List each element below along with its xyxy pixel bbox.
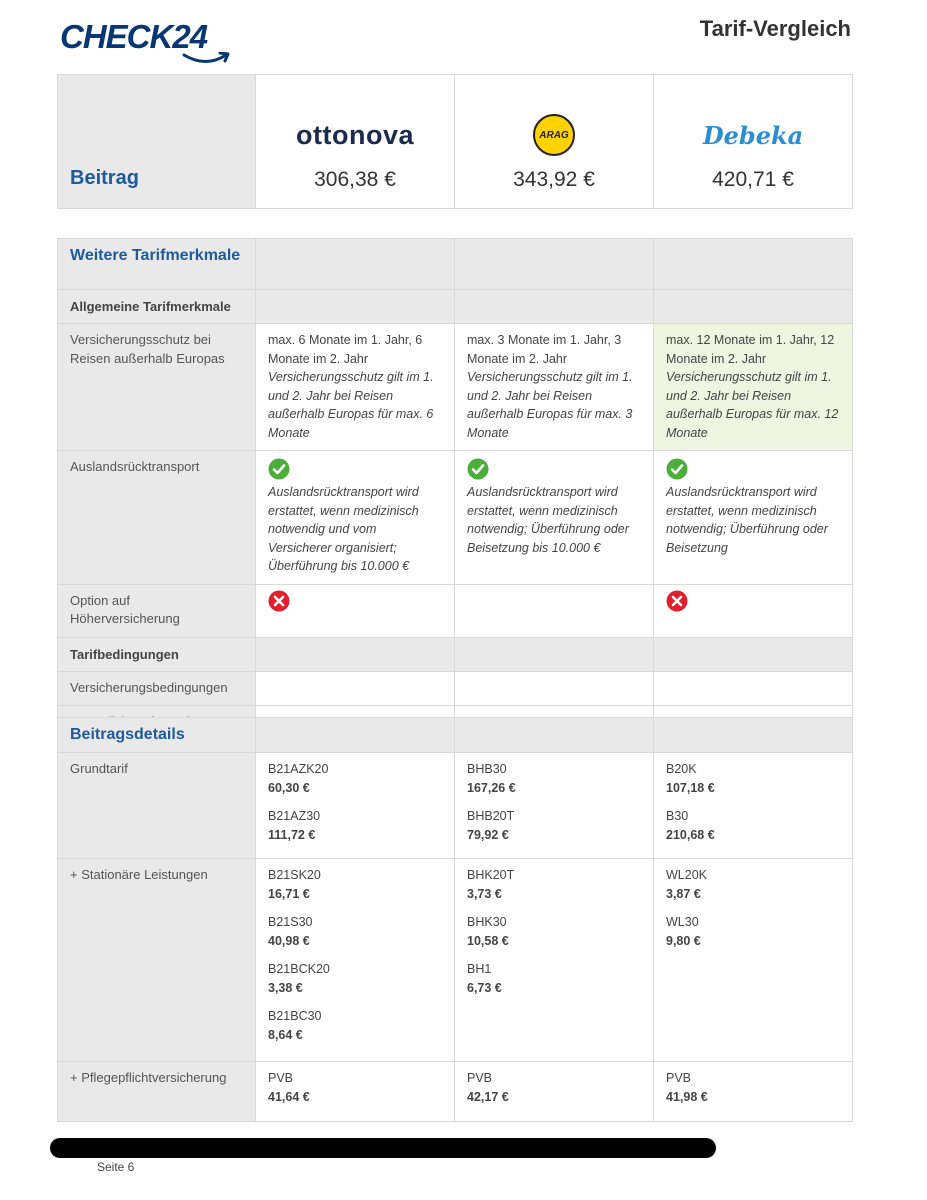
redaction-bar bbox=[50, 1138, 716, 1158]
tariff-block bbox=[268, 807, 442, 844]
value-cell bbox=[256, 324, 455, 451]
empty-cell bbox=[455, 637, 654, 671]
tariff-code: B21AZK20 bbox=[268, 762, 329, 776]
row-label: Grundtarif bbox=[70, 761, 128, 776]
value-cell bbox=[455, 1062, 654, 1122]
cross-icon bbox=[666, 590, 688, 612]
tariff-block bbox=[268, 866, 442, 903]
section-title: Weitere Tarifmerkmale bbox=[70, 247, 241, 264]
tariff-block bbox=[666, 1069, 840, 1106]
tariff-price: 41,64 € bbox=[268, 1089, 310, 1104]
weitere-tarifmerkmale-table bbox=[57, 238, 853, 741]
tariff-code: PVB bbox=[666, 1071, 692, 1085]
tariff-price: 42,17 € bbox=[467, 1089, 509, 1104]
value-note: Versicherungsschutz gilt im 1. und 2. Jahr bei Reisen außerhalb Europas für max. 12 Monate bbox=[666, 370, 839, 440]
beitrag-label: Beitrag bbox=[70, 167, 139, 189]
tariff-price: 111,72 € bbox=[268, 827, 316, 842]
tariff-price: 3,87 € bbox=[666, 886, 701, 901]
check-icon bbox=[467, 458, 489, 480]
tariff-block bbox=[467, 960, 641, 997]
row-label: Versicherungsschutz bei Reisen außerhalb Europas bbox=[70, 332, 225, 366]
row-label: + Stationäre Leistungen bbox=[70, 867, 208, 882]
value-cell bbox=[256, 859, 455, 1062]
value-cell bbox=[256, 1062, 455, 1122]
tariff-block bbox=[467, 866, 641, 903]
value-note: Versicherungsschutz gilt im 1. und 2. Jahr bei Reisen außerhalb Europas für max. 3 Monate bbox=[467, 370, 633, 440]
tariff-price: 16,71 € bbox=[268, 886, 310, 901]
tariff-code: B20K bbox=[666, 762, 697, 776]
cross-icon bbox=[268, 590, 290, 612]
tariff-price: 9,80 € bbox=[666, 933, 701, 948]
tariff-code: BHK20T bbox=[467, 868, 515, 882]
subsection-title: Tarifbedingungen bbox=[70, 646, 179, 662]
tariff-block bbox=[268, 760, 442, 797]
tariff-price: 3,38 € bbox=[268, 980, 303, 995]
tariff-price: 167,26 € bbox=[467, 780, 516, 795]
grundtarif-row bbox=[58, 753, 853, 859]
tariff-block bbox=[467, 807, 641, 844]
empty-cell bbox=[654, 671, 853, 706]
tariff-code: B21SK20 bbox=[268, 868, 321, 882]
tariff-price: 40,98 € bbox=[268, 933, 310, 948]
tariff-block bbox=[666, 760, 840, 797]
insurer-price: 420,71 € bbox=[712, 168, 794, 191]
tariff-block bbox=[268, 1007, 442, 1044]
value-main: max. 12 Monate im 1. Jahr, 12 Monate im 2. Jahr bbox=[666, 333, 835, 366]
tariff-block bbox=[666, 866, 840, 903]
empty-cell bbox=[256, 290, 455, 324]
section-title-cell bbox=[58, 239, 256, 290]
row-label: Option auf Höherversicherung bbox=[70, 592, 180, 626]
tariff-block bbox=[467, 913, 641, 950]
subsection-row bbox=[58, 637, 853, 671]
empty-cell bbox=[256, 671, 455, 706]
check24-logo bbox=[60, 18, 240, 68]
value-cell bbox=[455, 451, 654, 585]
value-main: max. 3 Monate im 1. Jahr, 3 Monate im 2. Jahr bbox=[467, 333, 622, 366]
tariff-code: B21BC30 bbox=[268, 1009, 322, 1023]
empty-cell bbox=[256, 718, 455, 753]
empty-cell bbox=[455, 718, 654, 753]
tariff-code: PVB bbox=[467, 1071, 493, 1085]
section-title: Beitragsdetails bbox=[70, 726, 185, 743]
value-cell bbox=[455, 753, 654, 859]
tariff-price: 10,58 € bbox=[467, 933, 509, 948]
tariff-block bbox=[268, 913, 442, 950]
insurer-ottonova bbox=[256, 75, 455, 209]
tariff-code: PVB bbox=[268, 1071, 294, 1085]
tariff-code: B21AZ30 bbox=[268, 809, 321, 823]
versicherungsbedingungen-row bbox=[58, 671, 853, 706]
empty-cell bbox=[654, 637, 853, 671]
arag-logo-text: ARAG bbox=[539, 129, 569, 141]
section-header-row bbox=[58, 718, 853, 753]
empty-cell bbox=[654, 239, 853, 290]
value-main: max. 6 Monate im 1. Jahr, 6 Monate im 2. Jahr bbox=[268, 333, 423, 366]
stationaere-leistungen-row bbox=[58, 859, 853, 1062]
row-label-cell bbox=[58, 1062, 256, 1122]
tariff-block bbox=[666, 913, 840, 950]
empty-cell bbox=[455, 290, 654, 324]
tariff-block bbox=[467, 1069, 641, 1106]
versicherungsschutz-row bbox=[58, 324, 853, 451]
row-label-cell bbox=[58, 584, 256, 637]
empty-cell bbox=[455, 239, 654, 290]
tariff-price: 107,18 € bbox=[666, 780, 715, 795]
check-icon bbox=[666, 458, 688, 480]
arag-badge-icon bbox=[533, 114, 575, 156]
value-cell bbox=[256, 451, 455, 585]
subsection-title: Allgemeine Tarifmerkmale bbox=[70, 299, 231, 314]
subsection-row bbox=[58, 290, 853, 324]
insurer-debeka bbox=[654, 75, 853, 209]
empty-cell bbox=[256, 637, 455, 671]
ottonova-logo-text: ottonova bbox=[296, 119, 414, 150]
tariff-price: 41,98 € bbox=[666, 1089, 708, 1104]
debeka-logo-text: Debeka bbox=[702, 120, 804, 150]
tariff-block bbox=[467, 760, 641, 797]
beitragsdetails-table bbox=[57, 717, 853, 1122]
section-header-row bbox=[58, 239, 853, 290]
insurer-price: 306,38 € bbox=[314, 168, 396, 191]
insurer-price: 343,92 € bbox=[513, 168, 595, 191]
value-cell bbox=[256, 753, 455, 859]
empty-cell bbox=[455, 671, 654, 706]
value-cell bbox=[455, 324, 654, 451]
value-note: Auslandsrücktransport wird erstattet, wenn medizinisch notwendig und vom Versicherer organisiert; Überführung bis 10.000 € bbox=[268, 485, 419, 573]
row-label-cell bbox=[58, 324, 256, 451]
row-label-cell bbox=[58, 753, 256, 859]
value-note: Versicherungsschutz gilt im 1. und 2. Jahr bei Reisen außerhalb Europas für max. 6 Monate bbox=[268, 370, 434, 440]
tariff-code: B30 bbox=[666, 809, 689, 823]
value-cell-highlighted bbox=[654, 324, 853, 451]
tariff-code: BHB20T bbox=[467, 809, 515, 823]
row-label: + Pflegepflichtversicherung bbox=[70, 1070, 227, 1085]
value-cell bbox=[455, 859, 654, 1062]
pflegepflichtversicherung-row bbox=[58, 1062, 853, 1122]
row-label: Versicherungsbedingungen bbox=[70, 679, 228, 695]
tariff-price: 3,73 € bbox=[467, 886, 502, 901]
insurer-arag bbox=[455, 75, 654, 209]
empty-cell bbox=[455, 584, 654, 637]
tariff-block bbox=[666, 807, 840, 844]
value-cell bbox=[654, 1062, 853, 1122]
subsection-title-cell bbox=[58, 290, 256, 324]
row-label: Auslandsrücktransport bbox=[70, 459, 200, 474]
ottonova-logo bbox=[256, 115, 454, 155]
tariff-block bbox=[268, 960, 442, 997]
auslandsruecktransport-row bbox=[58, 451, 853, 585]
row-label-cell bbox=[58, 671, 256, 706]
tariff-price: 210,68 € bbox=[666, 827, 715, 842]
value-cell bbox=[654, 859, 853, 1062]
check24-logo-text: CHECK24 bbox=[60, 18, 208, 55]
row-label-cell bbox=[58, 859, 256, 1062]
page-number: Seite 6 bbox=[97, 1160, 135, 1174]
document-title: Tarif-Vergleich bbox=[699, 16, 851, 41]
tariff-price: 8,64 € bbox=[268, 1027, 303, 1042]
logo-swoosh-icon bbox=[180, 52, 232, 66]
tariff-code: BH1 bbox=[467, 962, 492, 976]
beitrag-table bbox=[57, 74, 853, 209]
section-title-cell bbox=[58, 718, 256, 753]
value-note: Auslandsrücktransport wird erstattet, wenn medizinisch notwendig; Überführung oder Beisetzung bis 10.000 € bbox=[467, 485, 629, 555]
tariff-price: 60,30 € bbox=[268, 780, 310, 795]
beitrag-row bbox=[58, 75, 853, 209]
tariff-price: 79,92 € bbox=[467, 827, 509, 842]
value-cell bbox=[654, 753, 853, 859]
row-label-cell bbox=[58, 451, 256, 585]
check-icon bbox=[268, 458, 290, 480]
empty-cell bbox=[654, 290, 853, 324]
empty-cell bbox=[654, 718, 853, 753]
debeka-logo bbox=[654, 115, 852, 155]
tariff-code: BHB30 bbox=[467, 762, 507, 776]
tariff-code: WL20K bbox=[666, 868, 707, 882]
hoeherversicherung-row bbox=[58, 584, 853, 637]
tariff-block bbox=[268, 1069, 442, 1106]
empty-cell bbox=[256, 239, 455, 290]
value-note: Auslandsrücktransport wird erstattet, wenn medizinisch notwendig; Überführung oder Beisetzung bbox=[666, 485, 828, 555]
tariff-price: 6,73 € bbox=[467, 980, 502, 995]
tariff-code: WL30 bbox=[666, 915, 699, 929]
arag-logo bbox=[455, 115, 653, 155]
page-header bbox=[0, 0, 927, 72]
value-cell bbox=[654, 584, 853, 637]
tariff-code: B21S30 bbox=[268, 915, 313, 929]
beitrag-label-cell bbox=[58, 75, 256, 209]
tariff-code: BHK30 bbox=[467, 915, 507, 929]
tariff-code: B21BCK20 bbox=[268, 962, 330, 976]
subsection-title-cell bbox=[58, 637, 256, 671]
value-cell bbox=[256, 584, 455, 637]
value-cell bbox=[654, 451, 853, 585]
